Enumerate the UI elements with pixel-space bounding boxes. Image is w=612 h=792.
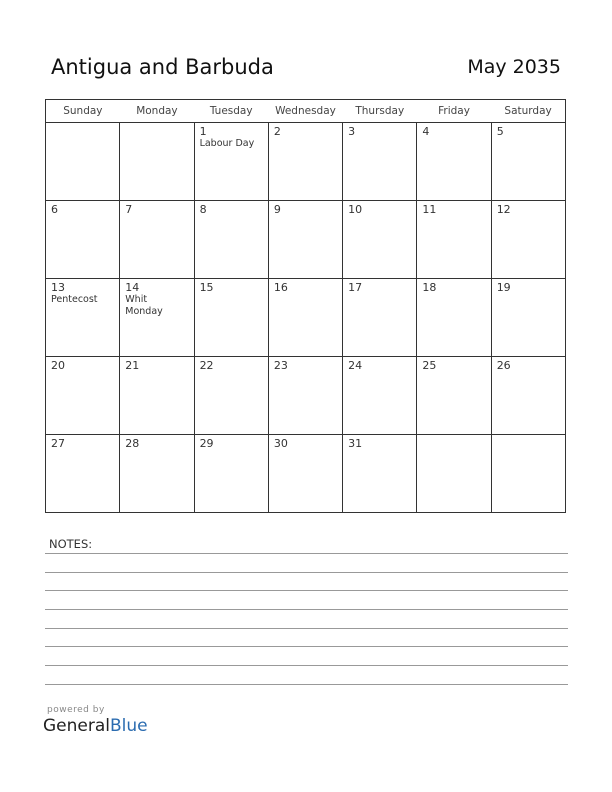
day-cell [343,123,417,201]
day-cell [46,435,120,513]
weekday-monday: Monday [120,100,194,123]
notes-label: NOTES: [49,537,93,551]
day-number: 21 [125,359,140,372]
notes-line [45,609,568,610]
day-number: 30 [273,437,288,450]
day-number: 11 [422,203,437,216]
day-cell [120,201,194,279]
day-number: 18 [422,281,437,294]
day-cell [417,279,491,357]
notes-line [45,553,568,554]
day-number: 14 [125,281,140,294]
day-cell [343,201,417,279]
notes-line [45,646,568,647]
day-number: 10 [348,203,363,216]
notes-line [45,665,568,666]
notes-line [45,684,568,685]
day-number: 2 [273,125,281,138]
week-row [46,357,566,435]
day-number: 12 [496,203,511,216]
notes-line [45,590,568,591]
day-cell [120,123,194,201]
day-number: 27 [51,437,65,450]
weekday-tuesday: Tuesday [194,100,268,123]
day-number: 26 [496,359,511,372]
day-number: 29 [199,437,214,450]
calendar-grid [45,99,566,513]
day-cell [268,357,342,435]
generalblue-logo [43,716,148,736]
day-cell [268,201,342,279]
day-number: 24 [348,359,363,372]
day-cell [120,279,194,357]
weekday-friday: Friday [417,100,491,123]
holiday-label: Pentecost [51,294,98,305]
day-number: 22 [199,359,214,372]
day-cell [343,279,417,357]
day-number: 16 [273,281,288,294]
logo-blue: Blue [110,716,148,736]
weekday-thursday: Thursday [343,100,417,123]
day-number: 3 [348,125,356,138]
day-number: 9 [273,203,281,216]
day-number: 6 [51,203,58,216]
day-number: 19 [496,281,511,294]
day-cell [120,435,194,513]
weekday-sunday: Sunday [46,100,120,123]
notes-line [45,572,568,573]
day-cell [417,435,491,513]
day-number: 7 [125,203,133,216]
day-cell [417,357,491,435]
week-row [46,201,566,279]
country-title: Antigua and Barbuda [51,55,274,79]
week-row [46,435,566,513]
day-cell [268,123,342,201]
day-number: 1 [199,125,207,138]
day-number: 31 [348,437,363,450]
weekday-header-row [46,100,566,123]
day-cell [194,435,268,513]
day-number: 28 [125,437,140,450]
notes-line [45,628,568,629]
day-cell [268,435,342,513]
logo-general: General [43,716,110,736]
week-row [46,123,566,201]
day-cell [417,201,491,279]
day-cell [491,357,565,435]
day-cell [46,279,120,357]
day-number: 13 [51,281,65,294]
day-cell [46,123,120,201]
day-number: 20 [51,359,65,372]
day-number: 17 [348,281,363,294]
day-number: 4 [422,125,430,138]
day-cell [194,357,268,435]
day-cell [194,279,268,357]
day-cell [194,123,268,201]
day-number: 8 [199,203,207,216]
powered-by-text: powered by [47,705,105,715]
day-cell [194,201,268,279]
weekday-saturday: Saturday [491,100,565,123]
day-cell [491,201,565,279]
holiday-label: Whit Monday [125,294,163,317]
weekday-wednesday: Wednesday [268,100,342,123]
day-cell [491,123,565,201]
day-number: 5 [496,125,504,138]
month-title: May 2035 [467,56,561,78]
day-cell [46,201,120,279]
day-cell [343,435,417,513]
day-cell [268,279,342,357]
day-cell [417,123,491,201]
day-cell [491,435,565,513]
day-number: 15 [199,281,214,294]
day-number: 25 [422,359,437,372]
day-cell [343,357,417,435]
holiday-label: Labour Day [199,138,255,149]
day-cell [46,357,120,435]
week-row [46,279,566,357]
day-cell [120,357,194,435]
day-number: 23 [273,359,288,372]
day-cell [491,279,565,357]
